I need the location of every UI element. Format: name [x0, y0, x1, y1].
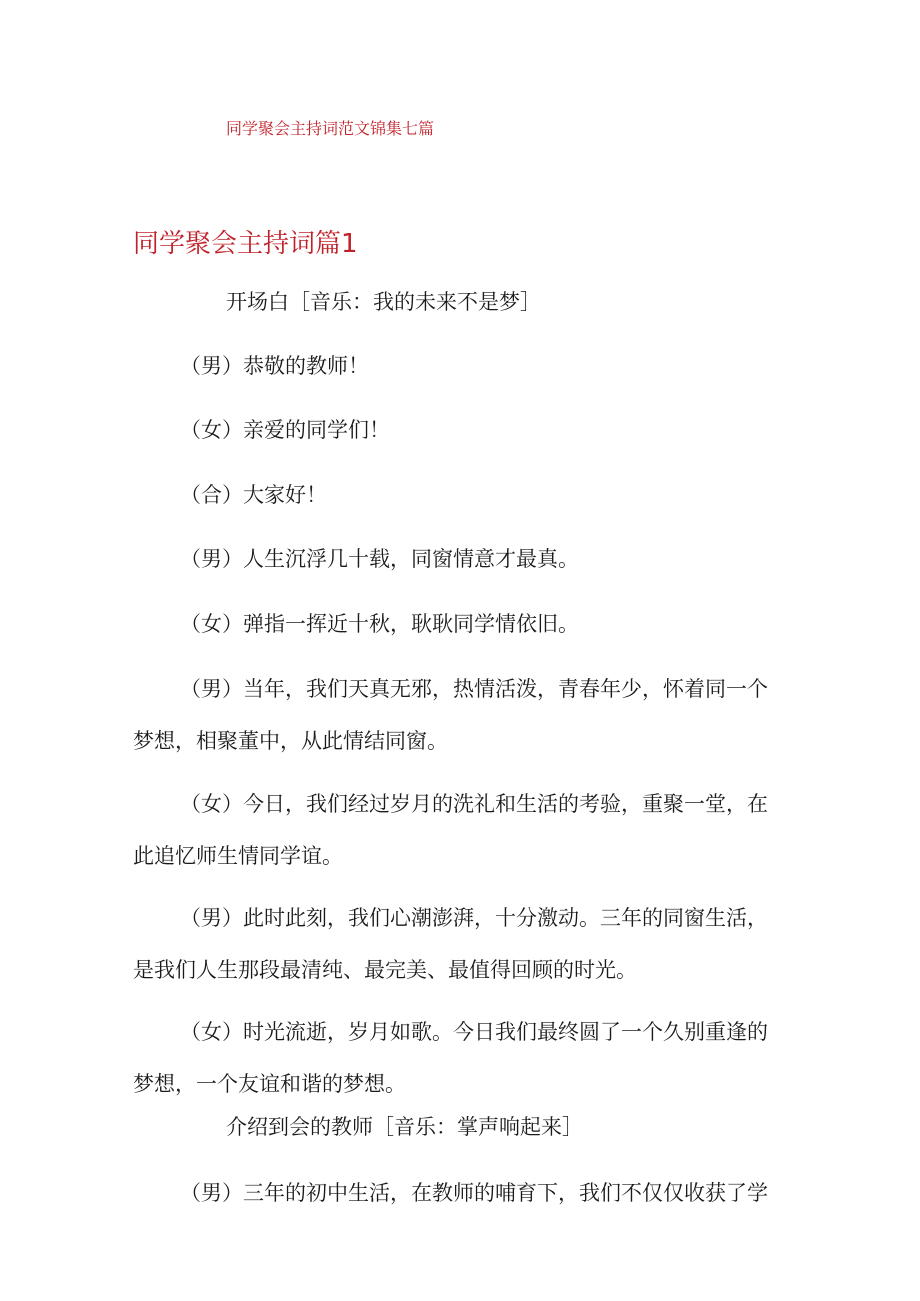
paragraph-line: （女）时光流逝，岁月如歌。今日我们最终圆了一个久别重逢的 — [180, 1020, 768, 1044]
paragraph-line: 梦想，相聚董中，从此情结同窗。 — [133, 729, 448, 753]
paragraph-line: （男）三年的初中生活，在教师的哺育下，我们不仅仅收获了学 — [180, 1181, 768, 1205]
dialogue-line: （合）大家好！ — [180, 483, 327, 507]
document-title: 同学聚会主持词范文锦集七篇 — [226, 119, 435, 138]
paragraph-line: 是我们人生那段最清纯、最完美、最值得回顾的时光。 — [133, 958, 637, 982]
dialogue-line: （男）人生沉浮几十载，同窗情意才最真。 — [180, 547, 579, 571]
paragraph-line: （男）当年，我们天真无邪，热情活泼，青春年少，怀着同一个 — [180, 677, 768, 701]
music-cue-teachers: 介绍到会的教师［音乐：掌声响起来］ — [226, 1115, 583, 1139]
section-heading: 同学聚会主持词篇1 — [133, 229, 358, 259]
dialogue-line: （男）恭敬的教师！ — [180, 354, 369, 378]
paragraph-line: 梦想，一个友谊和谐的梦想。 — [133, 1072, 406, 1096]
paragraph-line: （女）今日，我们经过岁月的洗礼和生活的考验，重聚一堂，在 — [180, 792, 768, 816]
paragraph-line: （男）此时此刻，我们心潮澎湃，十分激动。三年的同窗生活， — [180, 906, 768, 930]
dialogue-line: （女）亲爱的同学们！ — [180, 418, 390, 442]
dialogue-line: （女）弹指一挥近十秋，耿耿同学情依旧。 — [180, 612, 579, 636]
paragraph-line: 此追忆师生情同学谊。 — [133, 844, 343, 868]
music-cue-opening: 开场白［音乐：我的未来不是梦］ — [226, 290, 541, 314]
